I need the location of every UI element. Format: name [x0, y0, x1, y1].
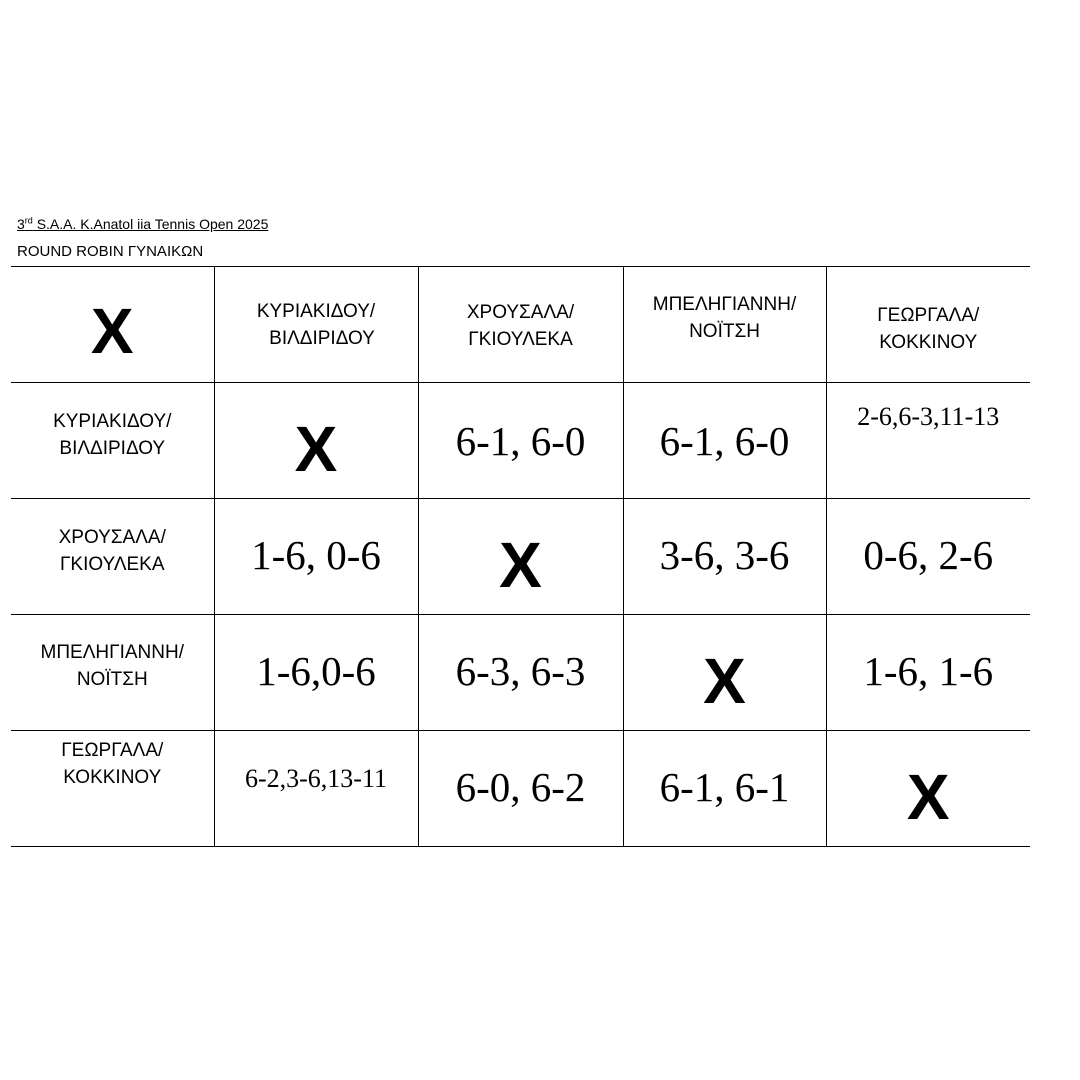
column-header-line2: ΚΟΚΚΙΝΟΥ — [879, 332, 978, 353]
score-cell — [623, 731, 826, 847]
row-header-line1: ΓΕΩΡΓΑΛΑ/ — [61, 740, 164, 761]
corner-cell — [11, 267, 214, 383]
match-score: 6-0, 6-2 — [455, 764, 586, 810]
document-title — [17, 216, 268, 232]
row-header-line2: ΚΟΚΚΙΝΟΥ — [63, 767, 162, 788]
score-cell — [418, 615, 623, 731]
diagonal-x-mark: X — [499, 529, 542, 601]
score-cell — [826, 615, 1030, 731]
diagonal-x-mark: X — [294, 413, 338, 485]
title-ordinal-suffix: rd — [24, 215, 33, 226]
row-header — [11, 383, 214, 499]
score-cell — [623, 615, 826, 731]
row-header — [11, 499, 214, 615]
column-header-line2: ΓΚΙΟΥΛΕΚΑ — [468, 329, 573, 350]
score-cell — [623, 383, 826, 499]
table-row — [11, 499, 1030, 615]
score-cell — [214, 731, 418, 847]
score-cell — [418, 383, 623, 499]
column-header-line1: ΧΡΟΥΣΑΛΑ/ — [466, 302, 575, 323]
title-text: S.A.A. K.Anatol iia Tennis Open 2025 — [32, 216, 269, 232]
score-cell — [826, 499, 1030, 615]
column-header-line1: ΚΥΡΙΑΚΙΔΟΥ/ — [256, 301, 376, 322]
score-cell — [826, 731, 1030, 847]
match-score: 6-1, 6-0 — [455, 418, 586, 464]
score-cell — [214, 615, 418, 731]
column-header — [623, 267, 826, 383]
score-cell — [418, 731, 623, 847]
row-header-line1: ΚΥΡΙΑΚΙΔΟΥ/ — [53, 411, 172, 432]
diagonal-x-mark: X — [703, 645, 746, 717]
match-score: 1-6, 0-6 — [251, 532, 381, 578]
column-header-line2: ΒΙΛΔΙΡΙΔΟΥ — [269, 328, 375, 349]
document-subtitle: ROUND ROBIN ΓΥΝΑΙΚΩΝ — [17, 243, 204, 260]
title-ordinal: 3 — [17, 216, 25, 232]
score-cell — [214, 383, 418, 499]
match-score: 0-6, 2-6 — [863, 532, 994, 578]
table-row — [11, 383, 1030, 499]
row-header-line2: ΝΟΪΤΣΗ — [76, 669, 148, 690]
corner-x-mark: X — [90, 295, 134, 367]
match-score: 1-6, 1-6 — [863, 648, 994, 694]
column-header — [214, 267, 418, 383]
column-header — [826, 267, 1030, 383]
row-header-line1: ΧΡΟΥΣΑΛΑ/ — [58, 527, 166, 548]
match-score: 1-6,0-6 — [256, 648, 376, 694]
column-header-line1: ΜΠΕΛΗΓΙΑΝΝΗ/ — [652, 294, 797, 315]
score-cell — [418, 499, 623, 615]
score-cell — [623, 499, 826, 615]
column-header-line2: ΝΟΪΤΣΗ — [689, 321, 760, 342]
match-score: 6-3, 6-3 — [455, 648, 586, 694]
score-cell — [826, 383, 1030, 499]
row-header-line2: ΒΙΛΔΙΡΙΔΟΥ — [59, 438, 166, 459]
match-score: 2-6,6-3,11-13 — [857, 402, 1000, 431]
table-row — [11, 731, 1030, 847]
match-score: 6-1, 6-1 — [659, 764, 790, 810]
table-row — [11, 615, 1030, 731]
row-header — [11, 731, 214, 847]
match-score: 3-6, 3-6 — [659, 532, 790, 578]
match-score: 6-2,3-6,13-11 — [244, 764, 387, 793]
score-cell — [214, 499, 418, 615]
round-robin-table — [11, 266, 1030, 847]
match-score: 6-1, 6-0 — [659, 418, 790, 464]
column-header — [418, 267, 623, 383]
row-header — [11, 615, 214, 731]
column-header-line1: ΓΕΩΡΓΑΛΑ/ — [877, 305, 980, 326]
diagonal-x-mark: X — [906, 761, 950, 833]
row-header-line2: ΓΚΙΟΥΛΕΚΑ — [59, 554, 165, 575]
row-header-line1: ΜΠΕΛΗΓΙΑΝΝΗ/ — [40, 642, 184, 663]
table-header-row — [11, 267, 1030, 383]
